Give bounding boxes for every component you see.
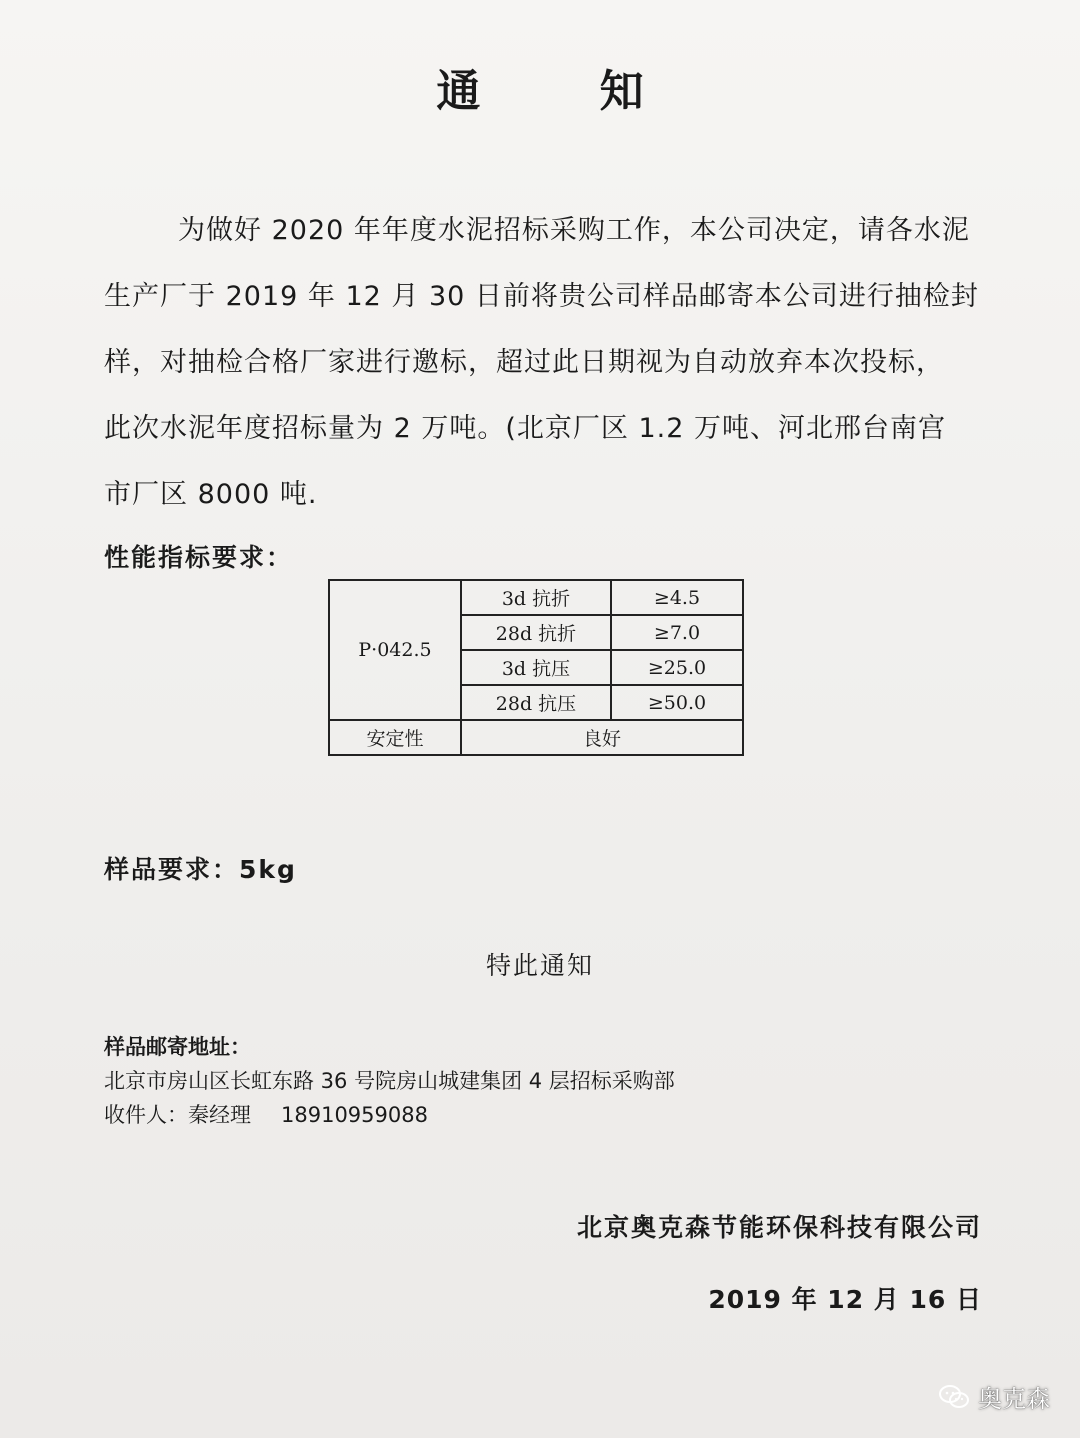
grade-cell: P·042.5	[329, 580, 461, 720]
watermark-text: 奥克森	[978, 1385, 1050, 1413]
table-row	[329, 580, 743, 615]
value-cell: ≥25.0	[611, 650, 743, 685]
body-line-4: 此次水泥年度招标量为 2 万吨。(北京厂区 1.2 万吨、河北邢台南宫	[104, 413, 946, 444]
table-row	[329, 720, 743, 755]
body-line-3: 样，对抽检合格厂家进行邀标，超过此日期视为自动放弃本次投标，	[104, 347, 944, 378]
performance-label: 性能指标要求：	[104, 543, 294, 572]
watermark	[938, 1379, 1050, 1414]
stability-label-cell: 安定性	[329, 720, 461, 755]
test-cell: 28d 抗折	[461, 615, 611, 650]
address-label: 样品邮寄地址：	[104, 1035, 251, 1059]
company-name: 北京奥克森节能环保科技有限公司	[576, 1213, 982, 1242]
body-line-2: 生产厂于 2019 年 12 月 30 日前将贵公司样品邮寄本公司进行抽检封	[104, 281, 979, 312]
recipient-label: 收件人：秦经理	[104, 1103, 251, 1127]
notice-body	[104, 198, 984, 528]
address-block	[104, 1030, 675, 1132]
wechat-icon	[938, 1384, 970, 1410]
test-cell: 3d 抗折	[461, 580, 611, 615]
sample-requirement: 样品要求：5kg	[104, 855, 297, 884]
value-cell: ≥7.0	[611, 615, 743, 650]
value-cell: ≥50.0	[611, 685, 743, 720]
performance-table	[328, 579, 744, 756]
address-line: 北京市房山区长虹东路 36 号院房山城建集团 4 层招标采购部	[104, 1069, 675, 1093]
recipient-line	[104, 1098, 675, 1132]
document-title: 通 知	[436, 66, 696, 117]
test-cell: 3d 抗压	[461, 650, 611, 685]
signature-date: 2019 年 12 月 16 日	[708, 1285, 982, 1314]
stability-value-cell: 良好	[461, 720, 743, 755]
body-line-1: 为做好 2020 年年度水泥招标采购工作，本公司决定，请各水泥	[178, 215, 970, 246]
test-cell: 28d 抗压	[461, 685, 611, 720]
body-line-5: 市厂区 8000 吨.	[104, 479, 318, 510]
closing-text: 特此通知	[485, 951, 594, 980]
recipient-phone: 18910959088	[281, 1103, 428, 1127]
value-cell: ≥4.5	[611, 580, 743, 615]
